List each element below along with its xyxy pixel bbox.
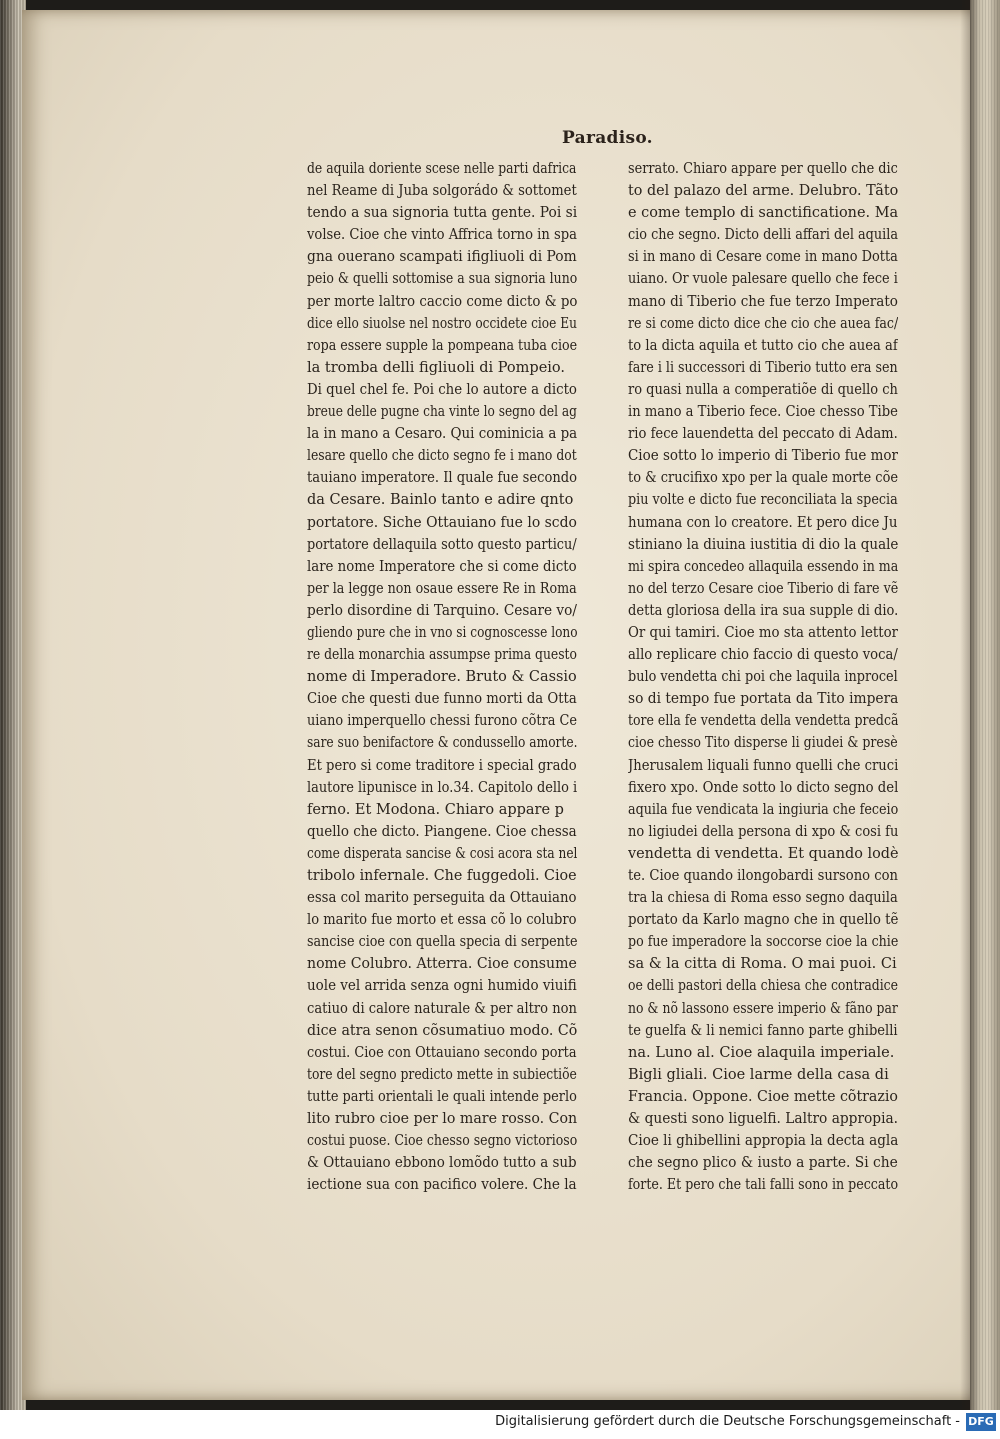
text-line: rio fece lauendetta del peccato di Adam. (628, 426, 898, 443)
text-line: Cioe li ghibellini appropia la decta agla (628, 1133, 898, 1150)
text-line: ro quasi nulla a comperatiõe di quello ch (628, 381, 898, 398)
text-line: vendetta di vendetta. Et quando lodè (628, 845, 899, 862)
text-line: cioe chesso Tito disperse li giudei & presè (628, 735, 898, 752)
text-line: lare nome Imperatore che si come dicto (307, 558, 577, 575)
text-line: per morte laltro caccio come dicto & po (307, 293, 578, 310)
text-line: tribolo infernale. Che fuggedoli. Cioe (307, 868, 577, 884)
text-line: fare i li successori di Tiberio tutto era sen (628, 359, 898, 376)
text-line: to & crucifixo xpo per la quale morte cõe (628, 470, 898, 487)
text-line: cio che segno. Dicto delli affari del aquila (628, 227, 898, 244)
page-header: Paradiso. (562, 128, 653, 148)
text-line: & questi sono liguelfi. Laltro appropia. (628, 1111, 898, 1128)
text-line: tauiano imperatore. Il quale fue secondo (307, 470, 577, 487)
text-line: portatore dellaquila sotto questo particu/ (307, 536, 577, 553)
text-line: nel Reame di Juba solgorádo & sottomet (307, 183, 577, 200)
text-line: gna ouerano scampati ifigliuoli di Pom (307, 249, 577, 266)
text-line: nome di Imperadore. Bruto & Cassio (307, 669, 577, 686)
text-line: sa & la citta di Roma. O mai puoi. Ci (628, 956, 897, 973)
text-line: fixero xpo. Onde sotto lo dicto segno del (628, 779, 898, 796)
book-right-edge (970, 0, 1000, 1410)
text-line: piu volte e dicto fue reconciliata la specia (628, 492, 898, 509)
dfg-logo: DFG (966, 1413, 996, 1431)
text-line: detta gloriosa della ira sua supple di dio. (628, 602, 898, 619)
text-line: volse. Cioe che vinto Affrica torno in spa (307, 227, 577, 244)
text-line: mano di Tiberio che fue terzo Imperato (628, 293, 898, 310)
text-line: ferno. Et Modona. Chiaro appare p (307, 801, 564, 818)
text-line: to del palazo del arme. Delubro. Tãto (628, 183, 898, 200)
text-line: Cioe che questi due funno morti da Otta (307, 691, 577, 708)
text-line: lesare quello che dicto segno fe i mano dot (307, 448, 577, 465)
text-line: serrato. Chiaro appare per quello che dic (628, 161, 898, 177)
text-line: mi spira concedeo allaquila essendo in ma (628, 558, 898, 575)
text-line: costui puose. Cioe chesso segno victorioso (307, 1133, 578, 1150)
text-line: come disperata sancise & cosi acora sta nel (307, 845, 578, 862)
text-line: da Cesare. Bainlo tanto e adire qnto (307, 492, 574, 509)
text-line: tore del segno predicto mette in subiectiõe (307, 1066, 577, 1083)
text-line: te. Cioe quando ilongobardi sursono con (628, 868, 898, 884)
text-line: catiuo di calore naturale & per altro non (307, 1000, 577, 1017)
text-line: perlo disordine di Tarquino. Cesare vo/ (307, 602, 577, 619)
text-line: tra la chiesa di Roma esso segno daquila (628, 890, 898, 907)
text-line: Francia. Oppone. Cioe mette cõtrazio (628, 1088, 898, 1105)
text-line: no & nõ lassono essere imperio & fãno par (628, 1000, 898, 1017)
text-line: Bigli gliali. Cioe larme della casa di (628, 1066, 889, 1083)
text-line: stiniano la diuina iustitia di dio la quale (628, 536, 899, 553)
text-line: uole vel arrida senza ogni humido viuifi (307, 978, 577, 995)
text-line: in mano a Tiberio fece. Cioe chesso Tibe (628, 404, 898, 421)
text-line: lo marito fue morto et essa cõ lo colubro (307, 912, 577, 929)
text-line: oe delli pastori della chiesa che contradice (628, 978, 898, 995)
text-line: Jherusalem liquali funno quelli che cruci (628, 757, 898, 774)
text-line: lito rubro cioe per lo mare rosso. Con (307, 1111, 577, 1128)
text-line: costui. Cioe con Ottauiano secondo porta (307, 1044, 577, 1061)
text-line: e come templo di sanctificatione. Ma (628, 205, 898, 222)
text-line: per la legge non osaue essere Re in Roma (307, 580, 577, 597)
left-text-column (307, 158, 577, 1196)
text-line: to la dicta aquila et tutto cio che auea af (628, 337, 898, 354)
text-line: no ligiudei della persona di xpo & cosi fu (628, 823, 898, 840)
text-line: quello che dicto. Piangene. Cioe chessa (307, 823, 577, 840)
text-line: lautore lipunisce in lo.34. Capitolo dello i (307, 779, 577, 796)
text-line: allo replicare chio faccio di questo voca/ (628, 647, 898, 664)
right-text-column (628, 158, 898, 1196)
text-line: che segno plico & iusto a parte. Si che (628, 1155, 898, 1172)
text-line: dice ello siuolse nel nostro occidete cioe Eu (307, 315, 577, 332)
text-line: dice atra senon cõsumatiuo modo. Cõ (307, 1022, 577, 1039)
text-line: peio & quelli sottomise a sua signoria luno (307, 271, 578, 288)
digitization-credit: Digitalisierung gefördert durch die Deutsche Forschungsgemeinschaft - (495, 1414, 960, 1429)
text-line: de aquila doriente scese nelle parti dafrica (307, 161, 577, 177)
text-line: no del terzo Cesare cioe Tiberio di fare vẽ (628, 580, 899, 597)
text-line: uiano. Or vuole palesare quello che fece i (628, 271, 898, 288)
text-line: ropa essere supple la pompeana tuba cioe (307, 337, 578, 354)
text-line: tore ella fe vendetta della vendetta predcã (628, 713, 899, 730)
text-line: Di quel chel fe. Poi che lo autore a dicto (307, 381, 577, 398)
text-line: iectione sua con pacifico volere. Che la (307, 1177, 577, 1194)
text-line: re si come dicto dice che cio che auea fac/ (628, 315, 898, 332)
text-line: la in mano a Cesaro. Qui cominicia a pa (307, 426, 578, 443)
text-line: sancise cioe con quella specia di serpente (307, 934, 578, 951)
text-line: tendo a sua signoria tutta gente. Poi si (307, 205, 578, 222)
text-line: te guelfa & li nemici fanno parte ghibelli (628, 1022, 898, 1039)
text-line: tutte parti orientali le quali intende perlo (307, 1088, 577, 1105)
text-line: po fue imperadore la soccorse cioe la chie (628, 934, 899, 951)
text-line: re della monarchia assumpse prima questo (307, 647, 577, 664)
text-line: gliendo pure che in vno si cognoscesse lono (307, 624, 578, 641)
text-line: uiano imperquello chessi furono cõtra Ce (307, 713, 577, 730)
text-line: la tromba delli figliuoli di Pompeio. (307, 359, 565, 376)
text-line: aquila fue vendicata la ingiuria che feceio (628, 801, 899, 818)
text-line: humana con lo creatore. Et pero dice Ju (628, 514, 898, 531)
text-line: so di tempo fue portata da Tito impera (628, 691, 899, 708)
text-line: nome Colubro. Atterra. Cioe consume (307, 956, 577, 973)
text-line: portatore. Siche Ottauiano fue lo scdo (307, 514, 577, 531)
text-line: bulo vendetta chi poi che laquila inprocel (628, 669, 898, 686)
text-line: breue delle pugne cha vinte lo segno del ag (307, 404, 577, 421)
text-line: essa col marito perseguita da Ottauiano (307, 890, 577, 907)
text-line: Et pero si come traditore i special grado (307, 757, 577, 774)
text-line: portato da Karlo magno che in quello tẽ (628, 912, 899, 929)
text-line: na. Luno al. Cioe alaquila imperiale. (628, 1044, 895, 1061)
text-line: sare suo benifactore & condussello amorte. (307, 735, 578, 752)
text-line: Or qui tamiri. Cioe mo sta attento lettor (628, 624, 898, 641)
text-line: forte. Et pero che tali falli sono in peccato (628, 1177, 899, 1194)
text-line: si in mano di Cesare come in mano Dotta (628, 249, 898, 266)
text-line: & Ottauiano ebbono lomõdo tutto a sub (307, 1155, 577, 1172)
text-line: Cioe sotto lo imperio di Tiberio fue mor (628, 448, 898, 465)
